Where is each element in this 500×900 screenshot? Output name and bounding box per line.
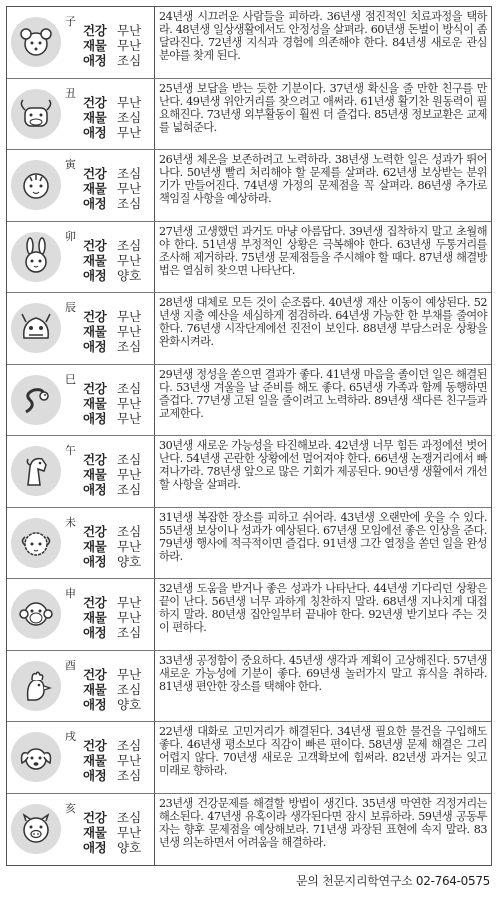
fortune-ratings (83, 309, 151, 354)
love-rating: 조심 (117, 625, 142, 640)
love-label: 애정 (83, 625, 107, 640)
health-label: 건강 (83, 23, 107, 38)
wealth-rating: 무난 (117, 395, 142, 411)
love-label: 애정 (83, 53, 107, 68)
zodiac-summary (7, 436, 155, 507)
zodiac-hanja: 丑 (65, 86, 76, 100)
fortune-text: 30년생 새로운 가능성을 타진해보라. 42년생 너무 힘든 과정에선 벗어난다. 54년생 곤란한 상황에선 멀어져야 한다. 66년생 논쟁거리에서 빠져나가라. 78년생 앞으로 많은 기회가 제공된다. 90년생 생활에서 개선할 사항을 살펴라. (159, 439, 487, 492)
zodiac-hanja: 寅 (65, 158, 76, 171)
zodiac-row (7, 794, 491, 866)
wealth-label: 재물 (83, 181, 107, 196)
zodiac-hanja: 辰 (65, 301, 76, 314)
love-label: 애정 (83, 196, 107, 211)
icon-box (7, 794, 65, 866)
icon-box (7, 722, 65, 793)
zodiac-hanja: 卯 (65, 229, 76, 243)
health-label: 건강 (83, 166, 107, 181)
love-label: 애정 (83, 482, 107, 497)
wealth-rating: 무난 (117, 38, 142, 53)
wealth-rating: 조심 (117, 681, 142, 697)
wealth-rating: 조심 (117, 109, 142, 125)
wealth-label: 재물 (83, 395, 107, 411)
love-rating: 양호 (117, 267, 142, 283)
wealth-label: 재물 (83, 681, 107, 697)
zodiac-summary (7, 150, 155, 221)
icon-box (7, 651, 65, 722)
zodiac-hanja: 未 (65, 515, 76, 529)
health-rating: 무난 (117, 23, 142, 38)
tiger-icon (11, 160, 61, 210)
fortune-ratings (83, 524, 151, 569)
zodiac-summary (7, 365, 155, 436)
monkey-icon (11, 589, 61, 639)
love-label: 애정 (83, 768, 107, 783)
love-rating: 무난 (117, 410, 142, 426)
rabbit-icon (11, 232, 61, 282)
zodiac-summary (7, 579, 155, 650)
icon-box (7, 222, 65, 293)
zodiac-row (7, 222, 491, 294)
zodiac-row (7, 293, 491, 365)
fortune-text: 24년생 시끄러운 사람들을 피하라. 36년생 점진적인 치료과정을 택하라. 48년생 일상생활에서도 안정성을 살펴라. 60년생 돈벌이 방식이 좀 달라진다. 72년생 지식과 경험에 의존해야 한다. 84년생 새로운 관심 분야를 찾게 된다. (159, 10, 487, 63)
horoscope-table (6, 6, 492, 866)
wealth-rating: 무난 (117, 252, 142, 268)
fortune-ratings (83, 738, 151, 783)
dragon-icon (11, 303, 61, 353)
zodiac-row (7, 150, 491, 222)
fortune-ratings (83, 595, 151, 640)
icon-box (7, 79, 65, 150)
rat-icon (11, 17, 61, 67)
wealth-rating: 무난 (117, 324, 142, 339)
love-label: 애정 (83, 339, 107, 354)
fortune-text: 22년생 대화로 고민거리가 해결된다. 34년생 필요한 물건을 구입해도 좋다. 46년생 평소보다 직감이 빠른 편이다. 58년생 문제 해결은 그리 어렵지 않다. 70년생 새로운 고객확보에 힘써라. 82년생 과거는 잊고 미래로 향하라. (159, 725, 487, 778)
icon-box (7, 365, 65, 436)
wealth-rating: 무난 (117, 538, 142, 554)
love-rating: 무난 (117, 124, 142, 140)
wealth-label: 재물 (83, 610, 107, 625)
health-rating: 무난 (117, 94, 142, 110)
wealth-label: 재물 (83, 824, 107, 840)
zodiac-summary (7, 293, 155, 364)
love-rating: 양호 (117, 696, 142, 712)
pig-icon (11, 804, 61, 854)
zodiac-summary (7, 722, 155, 793)
health-label: 건강 (83, 452, 107, 467)
love-rating: 양호 (117, 553, 142, 569)
love-rating: 조심 (117, 482, 142, 497)
health-rating: 조심 (117, 809, 142, 825)
icon-box (7, 579, 65, 650)
wealth-label: 재물 (83, 252, 107, 268)
wealth-label: 재물 (83, 324, 107, 339)
health-rating: 무난 (117, 309, 142, 324)
zodiac-hanja: 酉 (65, 658, 76, 672)
love-label: 애정 (83, 696, 107, 712)
icon-box (7, 508, 65, 579)
health-label: 건강 (83, 523, 107, 539)
ox-icon (11, 89, 61, 139)
fortune-text: 31년생 복잡한 장소를 피하고 쉬어라. 43년생 오랜만에 웃을 수 있다. 55년생 보상이나 성과가 예상된다. 67년생 모임에선 좋은 인상을 준다. 79년생 행사에 적극적이면 즐겁다. 91년생 그간 열정을 쏟던 일을 완성하라. (159, 510, 487, 563)
fortune-text: 27년생 고생했던 과거도 마냥 아름답다. 39년생 집착하지 말고 초월해야 한다. 51년생 부정적인 상황은 극복해야 한다. 63년생 두통거리를 조사해 제거하라. 75년생 문제점들을 주시해야 할 때다. 87년생 해결방법은 열심히 찾으면 나타난다. (159, 224, 487, 277)
zodiac-row (7, 436, 491, 508)
health-label: 건강 (83, 94, 107, 110)
love-label: 애정 (83, 124, 107, 140)
love-rating: 조심 (117, 53, 142, 68)
wealth-label: 재물 (83, 538, 107, 554)
zodiac-row (7, 579, 491, 651)
health-rating: 조심 (117, 523, 142, 539)
love-label: 애정 (83, 410, 107, 426)
health-label: 건강 (83, 309, 107, 324)
zodiac-row (7, 651, 491, 723)
zodiac-summary (7, 7, 155, 78)
love-rating: 조심 (117, 768, 142, 783)
zodiac-summary (7, 794, 155, 866)
fortune-ratings (83, 95, 151, 140)
zodiac-row (7, 508, 491, 580)
fortune-text: 29년생 정성을 쏟으면 결과가 좋다. 41년생 마음을 졸이던 일은 해결된다. 53년생 겨울을 날 준비를 해도 좋다. 65년생 가족과 함께 동행하면 즐겁다. 77년생 고된 일을 줄이려고 노력하라. 89년생 색다른 친구들과 교제한다. (159, 367, 487, 420)
wealth-rating: 무난 (117, 824, 142, 840)
zodiac-summary (7, 222, 155, 293)
fortune-ratings (83, 23, 151, 68)
icon-box (7, 293, 65, 364)
health-label: 건강 (83, 809, 107, 825)
dog-icon (11, 732, 61, 782)
zodiac-summary (7, 79, 155, 150)
health-label: 건강 (83, 380, 107, 396)
love-label: 애정 (83, 839, 107, 855)
fortune-ratings (83, 381, 151, 426)
sheep-icon (11, 518, 61, 568)
rooster-icon (11, 661, 61, 711)
zodiac-summary (7, 651, 155, 722)
zodiac-hanja: 申 (65, 587, 76, 600)
fortune-text: 28년생 대체로 모든 것이 순조롭다. 40년생 재산 이동이 예상된다. 52년생 지출 예산을 세심하게 점검하라. 64년생 가능한 한 부채를 줄여야 한다. 76년생 시작단계에선 진전이 보인다. 88년생 부담스러운 상황을 완화시켜라. (159, 296, 487, 349)
wealth-label: 재물 (83, 38, 107, 53)
wealth-rating: 무난 (117, 467, 142, 482)
health-rating: 조심 (117, 237, 142, 253)
health-rating: 무난 (117, 595, 142, 610)
fortune-ratings (83, 238, 151, 283)
zodiac-row (7, 722, 491, 794)
health-label: 건강 (83, 595, 107, 610)
zodiac-summary (7, 508, 155, 579)
zodiac-row (7, 365, 491, 437)
wealth-label: 재물 (83, 109, 107, 125)
wealth-rating: 무난 (117, 610, 142, 625)
fortune-text: 26년생 체온을 보존하려고 노력하라. 38년생 노력한 일은 성과가 뛰어나다. 50년생 빨리 처리해야 할 문제를 살펴라. 62년생 보상받는 분위기가 만들어진다. 74년생 가정의 문제점을 꼭 살펴라. 86년생 추가로 책임질 사항을 예상하라. (159, 153, 487, 206)
wealth-rating: 무난 (117, 753, 142, 768)
wealth-label: 재물 (83, 467, 107, 482)
fortune-text: 23년생 건강문제를 해결할 방법이 생긴다. 35년생 막연한 걱정거리는 해소된다. 47년생 유혹이라 생각된다면 잠시 보류하라. 59년생 공동투자는 향후 문제점을 예상해보라. 71년생 과장된 표현에 속지 말라. 83년생 의논하면서 어려움을 해결하라. (159, 796, 487, 849)
fortune-text: 33년생 공정함이 중요하다. 45년생 생각과 계획이 고상해진다. 57년생 새로운 가능성에 기분이 좋다. 69년생 놀러가지 말고 휴식을 취하라. 81년생 편안한 장소를 택해야 한다. (159, 653, 487, 693)
zodiac-row (7, 7, 491, 79)
zodiac-hanja: 戌 (65, 730, 76, 743)
fortune-ratings (83, 452, 151, 497)
love-label: 애정 (83, 267, 107, 283)
icon-box (7, 150, 65, 221)
wealth-label: 재물 (83, 753, 107, 768)
fortune-text: 32년생 도움을 받거나 좋은 성과가 나타난다. 44년생 기다리던 상황은 끝이 난다. 56년생 너무 과하게 칭찬하지 말라. 68년생 지나치게 대접하지 말라. 80년생 집안일부터 끝내야 한다. 92년생 받기보다 주는 것이 편하다. (159, 582, 487, 635)
love-rating: 조심 (117, 339, 142, 354)
health-rating: 조심 (117, 452, 142, 467)
icon-box (7, 436, 65, 507)
health-rating: 무난 (117, 666, 142, 682)
fortune-text: 25년생 보답을 받는 듯한 기분이다. 37년생 확신을 줄 만한 친구를 만난다. 49년생 위안거리를 찾으려고 애써라. 61년생 활기찬 원동력이 필요해진다. 73년생 외부활동이 훨씬 더 즐겁다. 85년생 정보교환은 교제를 넓혀준다. (159, 81, 487, 134)
health-rating: 조심 (117, 738, 142, 753)
snake-icon (11, 375, 61, 425)
fortune-ratings (83, 667, 151, 712)
love-rating: 조심 (117, 196, 142, 211)
icon-box (7, 7, 65, 78)
love-label: 애정 (83, 553, 107, 569)
health-rating: 조심 (117, 380, 142, 396)
fortune-ratings (83, 166, 151, 211)
zodiac-row (7, 79, 491, 151)
health-label: 건강 (83, 237, 107, 253)
health-rating: 조심 (117, 166, 142, 181)
footer-contact: 문의 천문지리학연구소 02-764-0575 (295, 874, 490, 888)
horse-icon (11, 446, 61, 496)
health-label: 건강 (83, 738, 107, 753)
zodiac-hanja: 巳 (65, 372, 76, 386)
zodiac-hanja: 子 (65, 15, 76, 28)
love-rating: 양호 (117, 839, 142, 855)
fortune-ratings (83, 810, 151, 855)
health-label: 건강 (83, 666, 107, 682)
zodiac-hanja: 亥 (65, 801, 76, 815)
wealth-rating: 무난 (117, 181, 142, 196)
zodiac-hanja: 午 (65, 444, 76, 457)
